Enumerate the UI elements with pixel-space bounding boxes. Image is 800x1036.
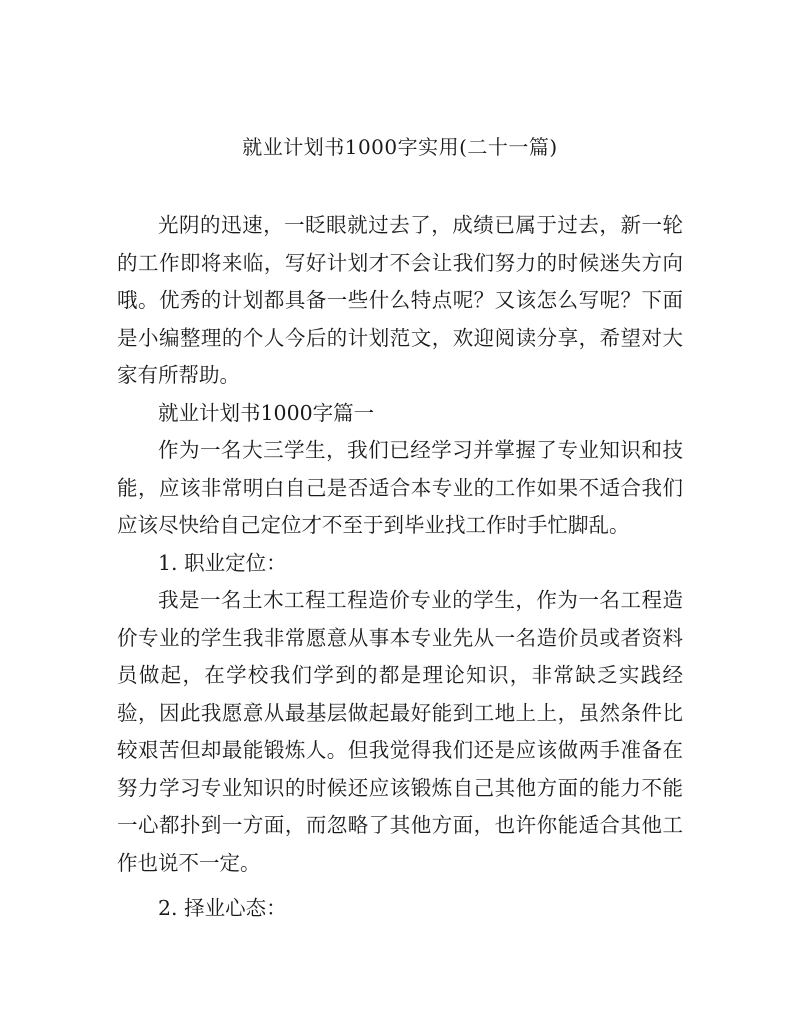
document-body xyxy=(117,207,683,928)
document-title: 就业计划书1000字实用(二十一篇) xyxy=(242,135,558,159)
item-1-heading: 1. 职业定位： xyxy=(158,550,287,575)
paragraph-gap xyxy=(117,882,683,890)
paragraph-2: 我是一名土木工程工程造价专业的学生，作为一名工程造价专业的学生我非常愿意从事本专业先从一名造价员或者资料员做起，在学校我们学到的都是理论知识，非常缺乏实践经验，因此我愿意从最基层做起最好能到工地上上，虽然条件比较艰苦但却最能锻炼人。但我觉得我们还是应该做两手准备在努力学习专业知识的时候还应该锻炼自己其他方面的能力不能一心都扑到一方面，而忽略了其他方面，也许你能适合其他工作也说不一定。 xyxy=(117,588,683,875)
section-heading: 就业计划书1000字篇一 xyxy=(158,400,375,425)
paragraph-1: 作为一名大三学生，我们已经学习并掌握了专业知识和技能，应该非常明白自己是否适合本专业的工作如果不适合我们应该尽快给自己定位才不至于到毕业找工作时手忙脚乱。 xyxy=(117,438,683,537)
intro-paragraph: 光阴的迅速，一眨眼就过去了，成绩已属于过去，新一轮的工作即将来临，写好计划才不会让我们努力的时候迷失方向哦。优秀的计划都具备一些什么特点呢？又该怎么写呢？下面是小编整理的个人今后的计划范文，欢迎阅读分享，希望对大家有所帮助。 xyxy=(117,213,683,387)
item-2-heading: 2. 择业心态： xyxy=(158,896,287,920)
